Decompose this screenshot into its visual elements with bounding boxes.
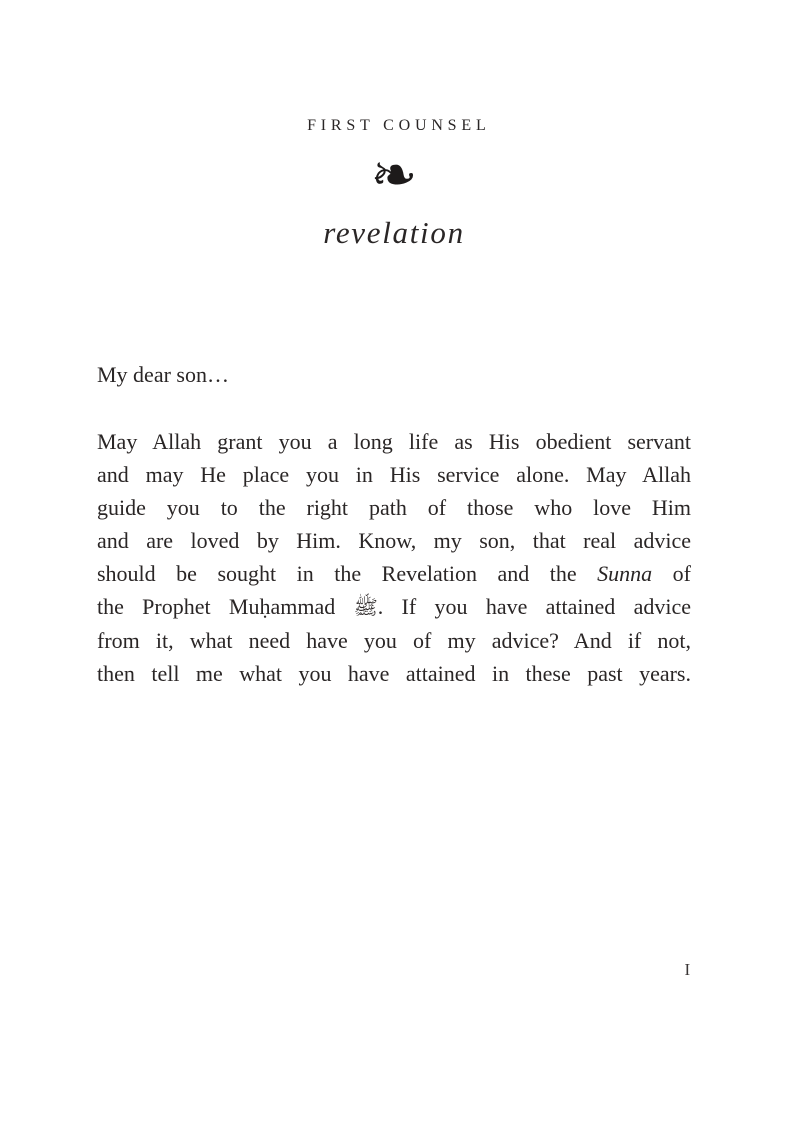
paragraph-line [97,657,691,690]
text-segment: and may He place you in His service alone. May Allah [97,462,691,487]
italic-term: Sunna [597,561,653,586]
salutation-line: My dear son… [97,362,229,387]
body-paragraph [97,425,691,690]
fleuron-ornament-icon: ❧ [370,143,418,208]
text-segment: May Allah grant you a long life as His obedient servant [97,429,691,454]
paragraph-line [97,425,691,458]
text-segment: guide you to the right path of those who love Him [97,495,691,520]
text-segment: . If you have attained advice [377,594,691,619]
chapter-label: FIRST COUNSEL [307,117,491,134]
text-segment: then tell me what you have attained in these past years. [97,661,691,686]
sallallahu-honorific-glyph: ﷺ [353,595,378,619]
paragraph-line [97,458,691,491]
text-segment: should be sought in the Revelation and the [97,561,598,586]
text-segment: and are loved by Him. Know, my son, that real advice [97,528,691,553]
text-segment: the Prophet Muḥammad [97,594,354,619]
chapter-title: revelation [323,215,465,250]
paragraph-line [97,524,691,557]
text-segment: of [652,561,691,586]
paragraph-line [97,491,691,524]
text-segment: from it, what need have you of my advice? And if not, [97,628,691,653]
paragraph-line [97,590,691,624]
page-number: I [684,960,691,979]
paragraph-line [97,624,691,657]
paragraph-line [97,557,691,590]
